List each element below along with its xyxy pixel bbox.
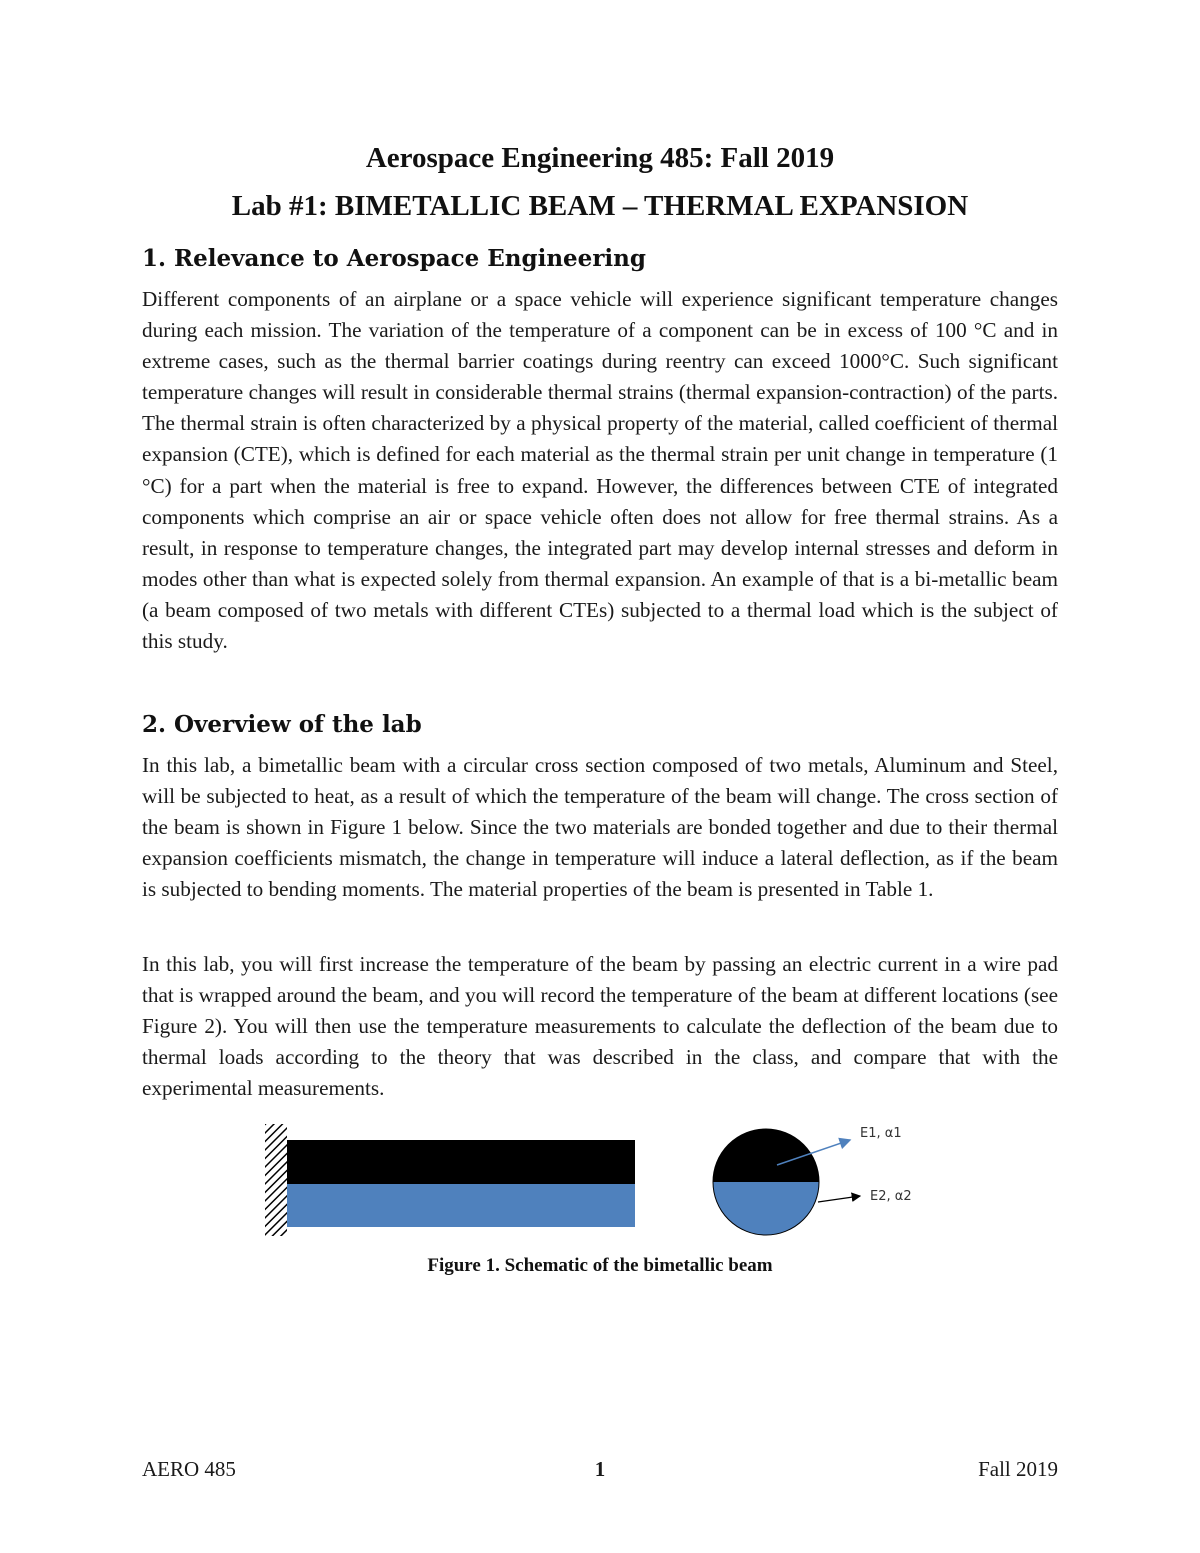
section-heading-overview: 2. Overview of the lab [142, 711, 422, 738]
cross-section [702, 1118, 832, 1240]
fixed-support-hatch [265, 1124, 287, 1236]
paragraph-overview-1: In this lab, a bimetallic beam with a circular cross section composed of two metals, Aluminum and Steel, will be subjected to heat, as a result of which the temperature of the beam will change. The cross section of the beam is shown in Figure 1 below. Since the two materials are bonded together and due to their thermal expansion coefficients mismatch, the change in temperature will induce a lateral deflection, as if the beam is subjected to bending moments. The material properties of the beam is presented in Table 1. [142, 753, 1058, 902]
beam-material1-layer [287, 1140, 635, 1184]
document-title: Aerospace Engineering 485: Fall 2019 [365, 142, 835, 174]
bimetallic-beam-schematic [262, 1118, 942, 1240]
lab-title: Lab #1: BIMETALLIC BEAM – THERMAL EXPANSION [231, 190, 969, 222]
paragraph-overview-2: In this lab, you will first increase the temperature of the beam by passing an electric current in a wire pad that is wrapped around the beam, and you will record the temperature of the beam at different locations (see Figure 2). You will then use the temperature measurements to calculate the deflection of the beam due to thermal loads according to the theory that was described in the class, and compare that with the experimental measurements. [142, 952, 1058, 1101]
beam-material2-layer [287, 1184, 635, 1227]
paragraph-relevance: Different components of an airplane or a space vehicle will experience significant temperature changes during each mission. The variation of the temperature of a component can be in excess of 100 °C and in extreme cases, such as the thermal barrier coatings during reentry can exceed 1000°C. Such significant temperature changes will result in considerable thermal strains (thermal expansion-contraction) of the parts. The thermal strain is often characterized by a physical property of the material, called coefficient of thermal expansion (CTE), which is defined for each material as the thermal strain per unit change in temperature (1 °C) for a part when the material is free to expand. However, the differences between CTE of integrated components which comprise an air or space vehicle often does not allow for free thermal strains. As a result, in response to temperature changes, the integrated part may develop internal stresses and deform in modes other than what is expected solely from thermal expansion. An example of that is a bi-metallic beam (a beam composed of two metals with different CTEs) subjected to a thermal load which is the subject of this study. [142, 287, 1058, 654]
cross-section-material1 [702, 1118, 832, 1182]
figure-caption: Figure 1. Schematic of the bimetallic beam [427, 1255, 773, 1276]
footer-page-number: 1 [594, 1457, 606, 1481]
footer-term: Fall 2019 [978, 1457, 1058, 1481]
label-e2-alpha2: E2, α2 [870, 1189, 912, 1204]
footer-course: AERO 485 [142, 1457, 236, 1481]
label-e1-alpha1: E1, α1 [860, 1126, 902, 1141]
arrow-material2 [818, 1196, 860, 1202]
section-heading-relevance: 1. Relevance to Aerospace Engineering [142, 245, 646, 272]
